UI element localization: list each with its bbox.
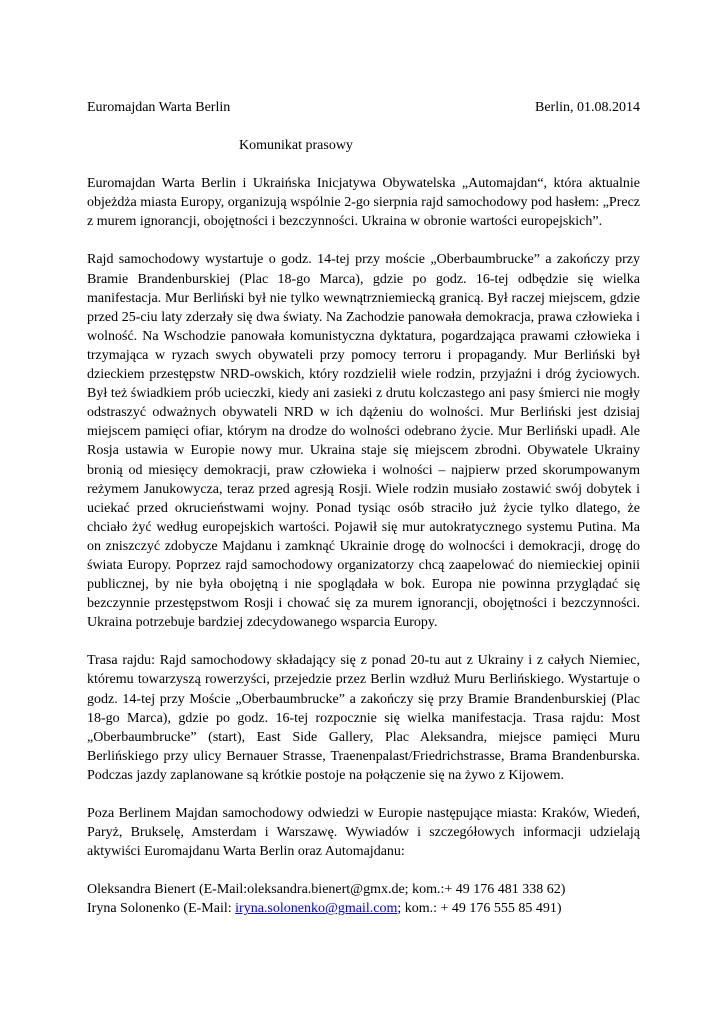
- email-link-solonenko[interactable]: iryna.solonenko@gmail.com: [235, 901, 398, 917]
- paragraph-route: Trasa rajdu: Rajd samochodowy składający się z ponad 20-tu aut z Ukrainy i z całych Niemiec, któremu towarzyszą rowerzyści, przejedzie przez Berlin wzdłuż Muru Berlińskiego. Wystartuje o godz. 14-tej przy Moście „Oberbaumbrucke” a zakończy się przy Bramie Brandenburskiej (Plac 18-go Marca), gdzie po godz. 16-tej rozpocznie się wielka manifestacja. Trasa rajdu: Most „Oberbaumbrucke” (start), East Side Gallery, Plac Aleksandra, miejsce pamięci Muru Berlińskiego przy ulicy Bernauer Strasse, Traenenpalast/Friedrichstrasse, Brama Brandenburska. Podczas jazdy zaplanowane są krótkie postoje na połączenie się na żywo z Kijowem.: [87, 653, 640, 783]
- contact-solonenko-suffix: ; kom.: + 49 176 555 85 491): [397, 901, 562, 917]
- place-and-date: Berlin, 01.08.2014: [535, 100, 640, 115]
- sender-organization: Euromajdan Warta Berlin: [87, 100, 231, 115]
- paragraph-other-cities: Poza Berlinem Majdan samochodowy odwiedzi w Europie następujące miasta: Kraków, Wiedeń, Paryż, Brukselę, Amsterdam i Warszawę. Wywiadów i szczegółowych informacji udzielają aktywiści Euromajdanu Warta Berlin oraz Automajdanu:: [87, 806, 640, 860]
- letter-header: [87, 98, 640, 117]
- contact-solonenko-prefix: Iryna Solonenko (E-Mail:: [87, 901, 236, 917]
- document-content: [87, 98, 640, 918]
- document-title: Komunikat prasowy: [239, 138, 353, 154]
- paragraph-intro: Euromajdan Warta Berlin i Ukraińska Inicjatywa Obywatelska „Automajdan“, która aktualnie objeżdża miasta Europy, organizują wspólnie 2-go sierpnia rajd samochodowy pod hasłem: „Precz z murem ignorancji, obojętności i bezczynności. Ukraina w obronie wartości europejskich”.: [87, 176, 640, 230]
- contact-line-solonenko: [87, 899, 640, 918]
- paragraph-rally-description: Rajd samochodowy wystartuje o godz. 14-tej przy moście „Oberbaumbrucke” a zakończy przy Bramie Brandenburskiej (Plac 18-go Marca), gdzie po godz. 16-tej odbędzie się wielka manifestacja. Mur Berliński był nie tylko wewnątrzniemiecką granicą. Był raczej miejscem, gdzie przed 25-ciu laty zderzały się dwa światy. Na Zachodzie panowała demokracja, prawa człowieka i wolność. Na Wschodzie panowała komunistyczna dyktatura, pogardzająca prawami człowieka i trzymająca w ryzach swych obywateli przy pomocy terroru i propagandy. Mur Berliński był dzieckiem przestępstw NRD-owskich, który rozdzielił wiele rodzin, przyjaźni i dróg życiowych. Był też świadkiem prób ucieczki, kiedy ani zasieki z drutu kolczastego ani pasy śmierci nie mogły odstraszyć odważnych obywateli NRD w ich dążeniu do wolności. Mur Berliński jest dzisiaj miejscem pamięci ofiar, którym na drodze do wolności odebrano życie. Mur Berliński upadł. Ale Rosja ustawia w Europie nowy mur. Ukraina staje się miejscem zbrodni. Obywatele Ukrainy bronią od miesięcy demokracji, praw człowieka i wolności – najpierw przed skorumpowanym reżymem Janukowycza, teraz przed agresją Rosji. Wiele rodzin musiało zostawić swój dobytek i uciekać przed okrucieństwami wojny. Ponad tysiąc osób straciło już życie tylko dlatego, że chciało żyć według europejskich wartości. Pojawił się mur autokratycznego systemu Putina. Ma on zniszczyć zdobycze Majdanu i zamknąć Ukrainie drogę do wolnocści i demokracji, drogę do świata Europy. Poprzez rajd samochodowy organizatorzy chcą zaapelować do niemieckiej opinii publicznej, by nie była obojętną i nie spoglądała w bok. Europa nie powinna przyglądać się bezczynnie przestępstwom Rosji i chować się za murem ignorancji, obojętności i bezczynności. Ukraina potrzebuje bardziej zdecydowanego wsparcia Europy.: [87, 252, 640, 631]
- contact-line-bienert: Oleksandra Bienert (E-Mail:oleksandra.bienert@gmx.de; kom.:+ 49 176 481 338 62): [87, 882, 566, 898]
- contact-block: [87, 880, 640, 918]
